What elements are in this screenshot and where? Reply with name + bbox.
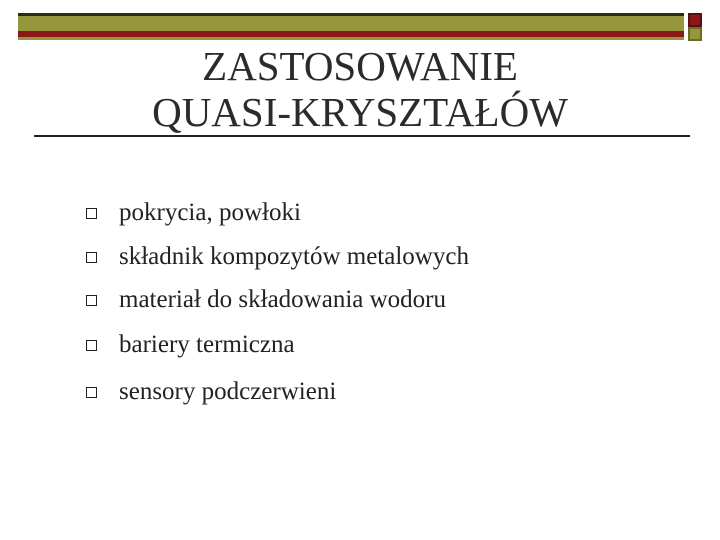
bullet-text: sensory podczerwieni xyxy=(119,378,337,405)
bullet-text: materiał do składowania wodoru xyxy=(119,286,446,313)
bullet-text: pokrycia, powłoki xyxy=(119,199,301,226)
bullet-text: bariery termiczna xyxy=(119,331,295,358)
top-red-stripe xyxy=(18,31,684,37)
bullet-item xyxy=(86,285,446,315)
hollow-square-bullet-icon xyxy=(86,295,97,306)
bullet-text: składnik kompozytów metalowych xyxy=(119,243,469,270)
bullet-item xyxy=(86,242,469,272)
bullet-item xyxy=(86,198,301,228)
hollow-square-bullet-icon xyxy=(86,252,97,263)
hollow-square-bullet-icon xyxy=(86,387,97,398)
hollow-square-bullet-icon xyxy=(86,340,97,351)
top-decorative-band xyxy=(18,13,684,40)
bullet-item xyxy=(86,377,336,407)
hollow-square-bullet-icon xyxy=(86,208,97,219)
title-underline xyxy=(34,135,690,137)
corner-square-red xyxy=(688,13,702,27)
corner-square-olive xyxy=(688,27,702,41)
slide-title-line-1: ZASTOSOWANIE xyxy=(202,43,518,89)
slide-title-line-2: QUASI-KRYSZTAŁÓW xyxy=(152,89,568,135)
bullet-item xyxy=(86,330,295,360)
